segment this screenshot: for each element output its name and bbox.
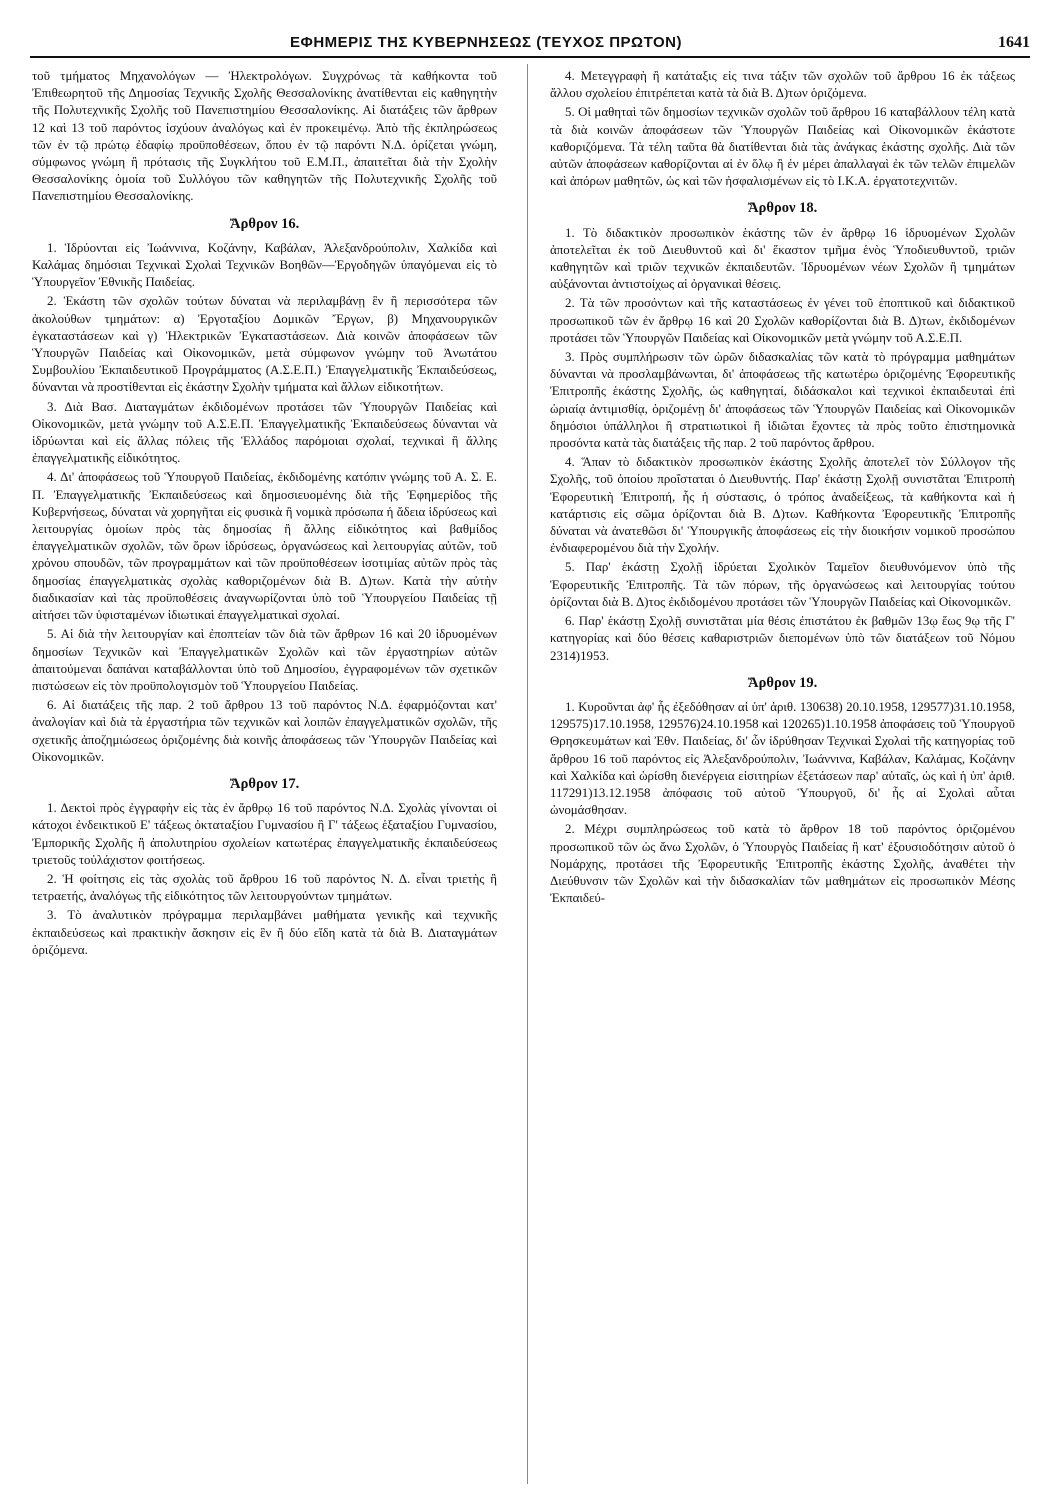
article-heading: Ἄρθρον 19.	[747, 674, 818, 691]
paragraph: 3. Διὰ Βασ. Διαταγμάτων ἐκδιδομένων προτάσει τῶν Ὑπουργῶν Παιδείας καὶ Οἰκονομικῶν, μετὰ γνώμην τοῦ Α.Σ.Ε.Π. Ἐπαγγελματικῆς Ἐκπαιδεύσεως δύνανται νὰ ἱδρύωνται καὶ εἰς ἄλλας πόλεις τῆς Ἑλλάδος παρόμοιαι σχολαί, τεχνικαὶ ἢ ἄλλης ἐπαγγελματικῆς εἰδικότητος.	[32, 399, 497, 466]
paragraph: 6. Παρ' ἑκάστῃ Σχολῇ συνιστᾶται μία θέσις ἐπιστάτου ἐκ βαθμῶν 13ῳ ἕως 9ῳ τῆς Γ' κατηγορίας καὶ δύο θέσεις καθαριστριῶν διεπομένων ὑπὸ τῶν διατάξεων τοῦ Νόμου 2314)1953.	[550, 614, 1015, 663]
paragraph: 1. Ἱδρύονται εἰς Ἰωάννινα, Κοζάνην, Καβάλαν, Ἀλεξανδρούπολιν, Χαλκίδα καὶ Καλάμας δημόσιαι Τεχνικαὶ Σχολαὶ Τεχνικῶν Βοηθῶν—Ἐργοδηγῶν ὑπαγόμεναι εἰς τὸ Ὑπουργεῖον Ἐθνικῆς Παιδείας.	[32, 240, 497, 290]
article-heading: Ἄρθρον 16.	[229, 215, 300, 232]
paragraph: 1. Τὸ διδακτικὸν προσωπικὸν ἑκάστης τῶν ἐν ἄρθρῳ 16 ἱδρυομένων Σχολῶν ἀποτελεῖται ἐκ τοῦ Διευθυντοῦ καὶ δι' ἕκαστον τμῆμα ἑνὸς Ὑποδιευθυντοῦ, τριῶν καθηγητῶν καὶ τριῶν τεχνικῶν ἐκπαιδευτῶν. Ἱδρυομένων νέων Σχολῶν ἢ τμημάτων αὐξάνονται ἀντιστοίχως αἱ ὀργανικαὶ θέσεις.	[550, 225, 1015, 292]
paragraph: 2. Ἡ φοίτησις εἰς τὰς σχολὰς τοῦ ἄρθρου 16 τοῦ παρόντος Ν. Δ. εἶναι τριετὴς ἢ τετραετής, ἀναλόγως τῆς εἰδικότητος τῶν λειτουργούντων τμημάτων.	[32, 871, 497, 904]
article-heading: Ἄρθρον 17.	[229, 775, 300, 792]
paragraph: 5. Παρ' ἑκάστῃ Σχολῇ ἱδρύεται Σχολικὸν Ταμεῖον διευθυνόμενον ὑπὸ τῆς Ἐφορευτικῆς Ἐπιτροπῆς. Τὰ τῶν πόρων, τῆς ὀργανώσεως καὶ λειτουργίας τούτου ὁρίζονται διὰ Β. Δ)τος ἐκδιδομένου προτάσει τῶν Ὑπουργῶν Παιδείας καὶ Οἰκονομικῶν.	[550, 560, 1015, 609]
right-column	[550, 68, 1015, 907]
column-divider	[527, 64, 528, 1484]
paragraph: 1. Κυροῦνται ἀφ' ἧς ἐξεδόθησαν αἱ ὑπ' ἀριθ. 130638) 20.10.1958, 129577)31.10.1958, 129575)17.10.1958, 129576)24.10.1958 καὶ 120265)1.10.1958 ἀποφάσεις τοῦ Ὑπουργοῦ Θρησκευμάτων καὶ Ἐθν. Παιδείας, δι' ὧν ἱδρύθησαν Τεχνικαὶ Σχολαὶ τῆς κατηγορίας τοῦ ἄρθρου 16 τοῦ παρόντος εἰς Ἀλεξανδρούπολιν, Ἰωάννινα, Καβάλαν, Καλάμας, Κοζάνην καὶ Χαλκίδα καὶ ὡρίσθη διενέργεια εἰσιτηρίων ἐξετάσεων παρ' αὐταῖς, ὡς καὶ ἡ ὑπ' ἀριθ. 117291)13.12.1958 ἀπόφασις τοῦ αὐτοῦ Ὑπουργοῦ, δι' ἧς αἱ Σχολαὶ αὗται ὠνομάσθησαν.	[550, 699, 1015, 818]
paragraph: 6. Αἱ διατάξεις τῆς παρ. 2 τοῦ ἄρθρου 13 τοῦ παρόντος Ν.Δ. ἐφαρμόζονται κατ' ἀναλογίαν καὶ διὰ τὰ ἐργαστήρια τῶν τεχνικῶν καὶ λοιπῶν ἐπαγγελματικῶν σχολῶν, τῆς σχετικῆς ἀποζημιώσεως ὁριζομένης διὰ κοινῆς ἀποφάσεως τῶν Ὑπουργῶν Παιδείας καὶ Οἰκονομικῶν.	[32, 698, 497, 764]
gazette-header	[30, 30, 1030, 58]
paragraph: τοῦ τμήματος Μηχανολόγων — Ἠλεκτρολόγων. Συγχρόνως τὰ καθήκοντα τοῦ Ἐπιθεωρητοῦ τῆς Δημοσίας Τεχνικῆς Σχολῆς Θεσσαλονίκης ἀνατίθενται εἰς καθηγητὴν τῆς Πολυτεχνικῆς Σχολῆς τοῦ Πανεπιστημίου Θεσσαλονίκης. Αἱ διατάξεις τῶν ἄρθρων 12 καὶ 13 τοῦ παρόντος ἰσχύουν ἀναλόγως καὶ ἐν προκειμένῳ. Ἀπὸ τῆς ἐκπληρώσεως τῶν ἐν τῷ πρώτῳ ἐδαφίῳ προϋποθέσεων, ὅπου ἐν τῷ παρόντι Ν.Δ. ὁρίζεται γνώμη, σύμφωνος γνώμη ἢ πρότασις τῆς Συγκλήτου τοῦ Ε.Μ.Π., ἀπαιτεῖται διὰ τὴν Σχολὴν Θεσσαλονίκης ὁμοία τοῦ Συλλόγου τῶν καθηγητῶν τῆς Πολυτεχνικῆς Σχολῆς τοῦ Πανεπιστημίου Θεσσαλονίκης.	[32, 69, 497, 204]
paragraph: 3. Πρὸς συμπλήρωσιν τῶν ὡρῶν διδασκαλίας τῶν κατὰ τὸ πρόγραμμα μαθημάτων δύνανται νὰ προσλαμβάνωνται, δι' ἀποφάσεως τῆς κατωτέρω ὁριζομένης Ἐφορευτικῆς Ἐπιτροπῆς ἑκάστης Σχολῆς, ὡς καθηγηταί, διδάσκαλοι καὶ τεχνικοὶ ἐκπαιδευταὶ ἐπὶ ὡριαίᾳ ἀντιμισθίᾳ, ὁριζομένῃ δι' ἀποφάσεως τῶν Ὑπουργῶν Παιδείας καὶ Οἰκονομικῶν δημόσιοι ὑπάλληλοι ἢ στρατιωτικοὶ ἢ ἰδιῶται ἔχοντες τὰ πρὸς τοῦτο ἐπιστημονικὰ προσόντα κατὰ τὰς διατάξεις τῆς παρ. 2 τοῦ παρόντος ἄρθρου.	[550, 350, 1015, 451]
article-heading: Ἄρθρον 18.	[747, 200, 818, 217]
paragraph: 4. Ἅπαν τὸ διδακτικὸν προσωπικὸν ἑκάστης Σχολῆς ἀποτελεῖ τὸν Σύλλογον τῆς Σχολῆς, τοῦ ὁποίου προΐσταται ὁ Διευθυντής. Παρ' ἑκάστῃ Σχολῇ συνιστᾶται Ἐπιτροπὴ Ἐφορευτικὴ Ἐπιτροπή, ἧς ἡ σύστασις, ὁ τρόπος ἀναδείξεως, τὰ καθήκοντα καὶ ἡ κατάρτισις εἰς σῶμα ὁρίζονται διὰ Β. Δ)των. Καθήκοντα Ἐφορευτικῆς Ἐπιτροπῆς δύναται νὰ ἀνατεθῶσι δι' Ὑπουργικῆς ἀποφάσεως εἰς τὴν διοικήσιν νομικοῦ προσώπου ἐνδιαφερομένου διὰ τὴν Σχολήν.	[550, 455, 1015, 556]
page-number: 1641	[998, 34, 1030, 51]
paragraph: 4. Μετεγγραφὴ ἢ κατάταξις εἰς τινα τάξιν τῶν σχολῶν τοῦ ἄρθρου 16 ἐκ τάξεως ἄλλου σχολείου ἐπιτρέπεται κατὰ τὰ διὰ Β. Δ)των ὁριζόμενα.	[550, 69, 1015, 101]
gazette-title: ΕΦΗΜΕΡΙΣ ΤΗΣ ΚΥΒΕΡΝΗΣΕΩΣ (ΤΕΥΧΟΣ ΠΡΩΤΟΝ)	[290, 34, 682, 51]
paragraph: 1. Δεκτοὶ πρὸς ἐγγραφὴν εἰς τὰς ἐν ἄρθρῳ 16 τοῦ παρόντος Ν.Δ. Σχολὰς γίνονται οἱ κάτοχοι ἐνδεικτικοῦ Ε' τάξεως ὀκταταξίου Γυμνασίου ἢ Γ' τάξεως ἑξαταξίου Γυμνασίου, Ἐμπορικῆς Σχολῆς ἢ ἀπολυτηρίου σχολείων κατωτέρας ἐπαγγελματικῆς ἐκπαιδεύσεως τριετοῦς τοὐλάχιστον φοιτήσεως.	[32, 801, 497, 867]
paragraph: 2. Τὰ τῶν προσόντων καὶ τῆς καταστάσεως ἐν γένει τοῦ ἐποπτικοῦ καὶ διδακτικοῦ προσωπικοῦ τῶν ἐν ἄρθρῳ 16 καὶ 20 Σχολῶν καθορίζονται διὰ Β. Δ)των, ἐκδιδομένων προτάσει τῶν Ὑπουργῶν Παιδείας καὶ Οἰκονομικῶν μετὰ γνώμην τοῦ Α.Σ.Ε.Π.	[550, 296, 1015, 345]
paragraph: 5. Οἱ μαθηταὶ τῶν δημοσίων τεχνικῶν σχολῶν τοῦ ἄρθρου 16 καταβάλλουν τέλη κατὰ τὰ διὰ κοινῶν ἀποφάσεων τῶν Ὑπουργῶν Παιδείας καὶ Οἰκονομικῶν ἑκάστοτε καθοριζόμενα. Τὰ τέλη ταῦτα θὰ διατίθενται διὰ τὰς ἀνάγκας ἑκάστης σχολῆς. Διὰ τῶν αὐτῶν ἀποφάσεων καθορίζονται αἱ ἐν ὅλῳ ἢ ἐν μέρει ἀπαλλαγαὶ ἐκ τῶν τελῶν ἐπιμελῶν καὶ ἀπόρων μαθητῶν, ὡς καὶ τῶν ἠσφαλισμένων εἰς τὸ Ι.Κ.Α. ἐργατοτεχνιτῶν.	[550, 105, 1015, 189]
paragraph: 2. Μέχρι συμπληρώσεως τοῦ κατὰ τὸ ἄρθρον 18 τοῦ παρόντος ὁριζομένου προσωπικοῦ τῶν ὡς ἄνω Σχολῶν, ὁ Ὑπουργὸς Παιδείας ἢ κατ' ἐξουσιοδότησιν αὐτοῦ ὁ Νομάρχης, προτάσει τῆς Ἐφορευτικῆς Ἐπιτροπῆς ἑκάστης Σχολῆς, ἀναθέτει τὴν Διεύθυνσιν τῶν Σχολῶν καὶ τὴν διδασκαλίαν τῶν μαθημάτων εἰς προσωπικὸν Μέσης Ἐκπαιδεύ-	[550, 822, 1015, 906]
paragraph: 2. Ἑκάστη τῶν σχολῶν τούτων δύναται νὰ περιλαμβάνῃ ἓν ἢ περισσότερα τῶν ἀκολούθων τμημάτων: α) Ἐργοταξίου Δομικῶν Ἔργων, β) Μηχανουργικῶν ἐγκαταστάσεων καὶ γ) Ἠλεκτρικῶν Ἐγκαταστάσεων. Διὰ κοινῶν ἀποφάσεων τῶν Ὑπουργῶν Παιδείας καὶ Οἰκονομικῶν, μετὰ σύμφωνον γνώμην τοῦ Ἀνωτάτου Συμβουλίου Ἐκπαιδευτικοῦ Προγράμματος (Α.Σ.Ε.Π.) Ἐπαγγελματικῆς Ἐκπαιδεύσεως, δύνανται νὰ προστίθενται εἰς ἑκάστην Σχολὴν τμήματα καὶ ἄλλων εἰδικοτήτων.	[32, 294, 497, 395]
left-column	[32, 68, 497, 959]
paragraph: 5. Αἱ διὰ τὴν λειτουργίαν καὶ ἐποπτείαν τῶν διὰ τῶν ἄρθρων 16 καὶ 20 ἱδρυομένων δημοσίων Τεχνικῶν καὶ Ἐπαγγελματικῶν Σχολῶν καὶ τῶν ἐργαστηρίων αὐτῶν ἀπαιτούμεναι δαπάναι καταβάλλονται ὑπὸ τοῦ Δημοσίου, ἐγγραφομένων τῶν σχετικῶν πιστώσεων εἰς τὸν προϋπολογισμὸν τοῦ Ὑπουργείου Παιδείας.	[32, 627, 497, 693]
paragraph: 3. Τὸ ἀναλυτικὸν πρόγραμμα περιλαμβάνει μαθήματα γενικῆς καὶ τεχνικῆς ἐκπαιδεύσεως καὶ πρακτικὴν ἄσκησιν εἰς ἓν ἢ δύο εἴδη κατὰ τὰ διὰ Β. Διαταγμάτων ὁριζόμενα.	[32, 908, 497, 957]
paragraph: 4. Δι' ἀποφάσεως τοῦ Ὑπουργοῦ Παιδείας, ἐκδιδομένης κατόπιν γνώμης τοῦ Α. Σ. Ε. Π. Ἐπαγγελματικῆς Ἐκπαιδεύσεως καὶ δημοσιευομένης διὰ τῆς Ἐφημερίδος τῆς Κυβερνήσεως, δύναται νὰ χορηγῆται εἰς φυσικὰ ἢ νομικὰ πρόσωπα ἡ ἄδεια ἱδρύσεως καὶ λειτουργίας ὁμοίων πρὸς τὰς δημοσίας ἢ ἄλλης εἰδικότητος καὶ βαθμίδος ἐπαγγελματικῶν σχολῶν, τῶν ὅρων ἱδρύσεως, ὀργανώσεως καὶ λειτουργίας αὐτῶν, τοῦ χρόνου σπουδῶν, τῶν προγραμμάτων καὶ τῶν προϋποθέσεων ἰσοτιμίας αὐτῶν πρὸς τὰς δημοσίας ἐπαγγελματικὰς σχολὰς καθοριζομένων διὰ Β. Δ)των. Κατὰ τὴν αὐτὴν διαδικασίαν καὶ τὰς προϋποθέσεις ἀναγνωρίζονται ὑπὸ τοῦ Ὑπουργείου Παιδείας τῇ αἰτήσει τῶν ὑφισταμένων ἰδιωτικαὶ ἐπαγγελματικαὶ σχολαί.	[32, 470, 497, 623]
